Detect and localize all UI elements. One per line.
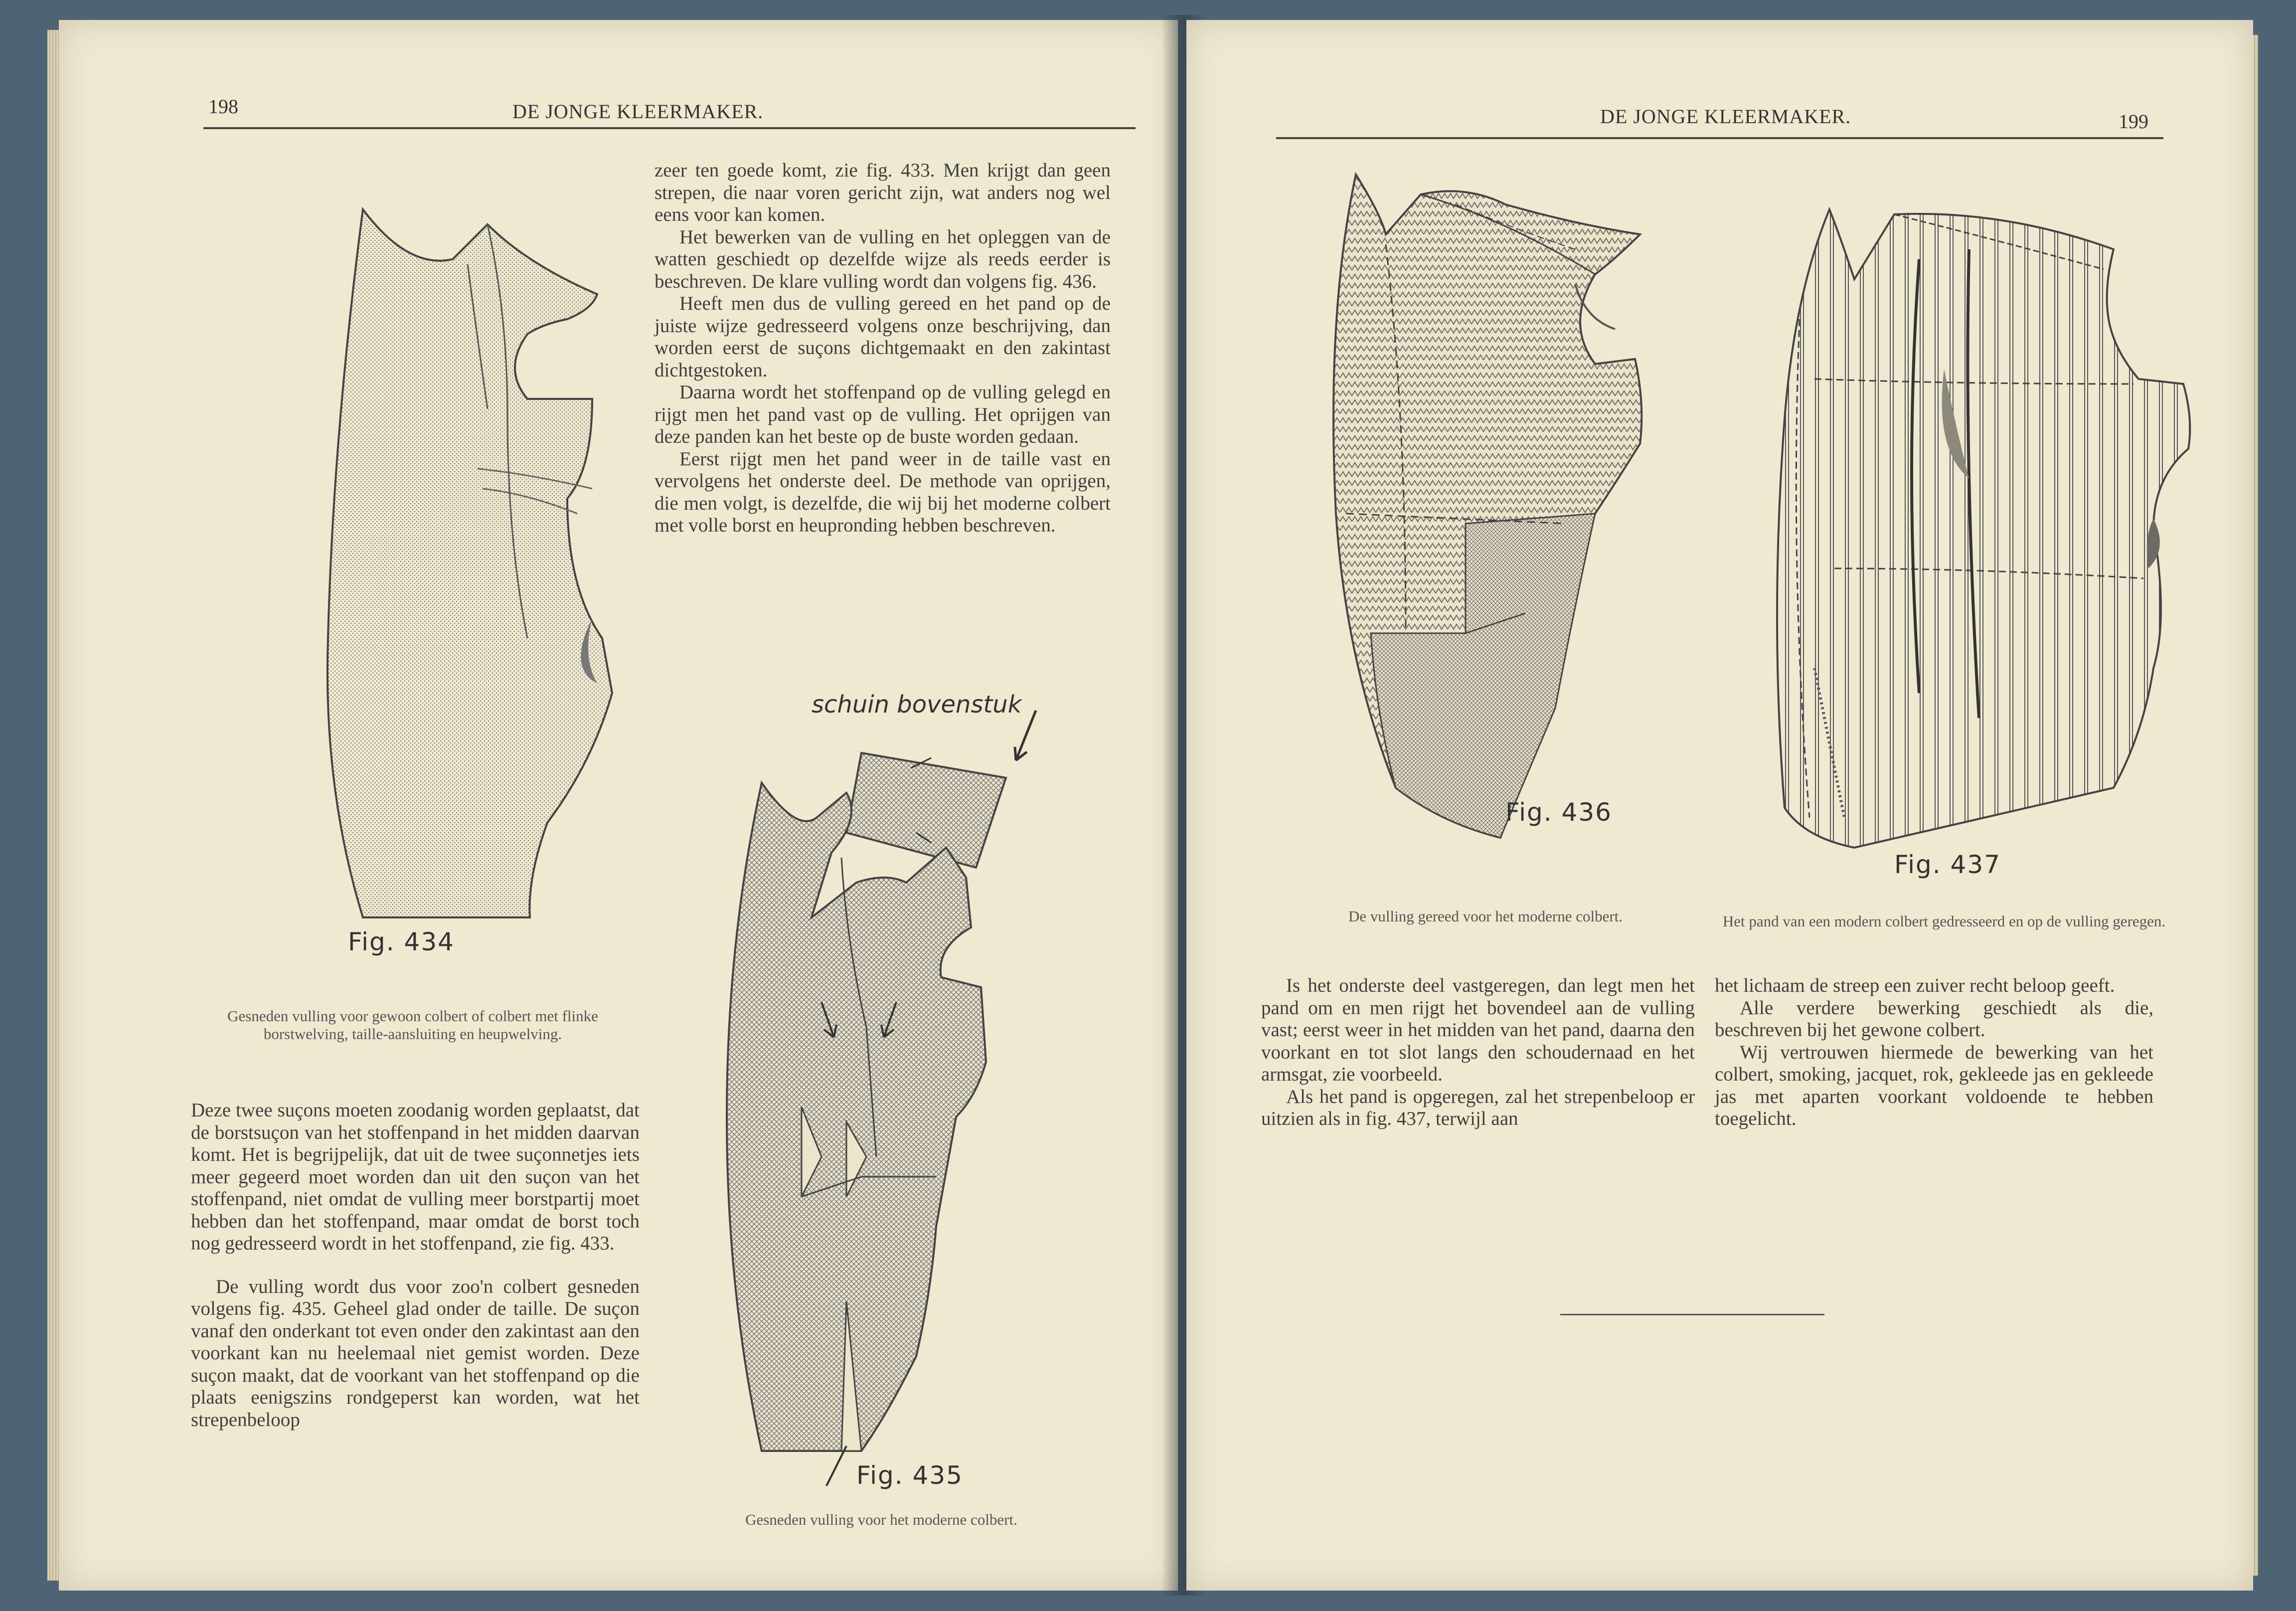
fig-437-label: Fig. 437 xyxy=(1894,850,2001,879)
fig-435-pattern xyxy=(697,718,1116,1486)
fig-434-pattern xyxy=(248,189,657,962)
right-col2-para-3: Wij vertrouwen hiermede de bewerking van het colbert, smoking, jacquet, rok, gekleede jas en gekleede jas met aparten voorkant voldoende te hebben toegelicht. xyxy=(1715,1041,2153,1129)
fig-436-pattern xyxy=(1316,165,1695,883)
left-col2-para-1: zeer ten goede komt, zie fig. 433. Men krijgt dan geen strepen, die naar voren gericht zijn, wat anders nog wel eens voor kan komen. xyxy=(655,160,1111,225)
right-col1-para-1: Is het onderste deel vastgeregen, dan legt men het pand om en men rijgt het bovendeel aan de vulling vast; eerst weer in het midden van het pand, daarna den voorkant en tot slot langs den schoudernaad en het armsgat, zie voorbeeld. xyxy=(1261,975,1695,1085)
fig-436-caption: De vulling gereed voor het moderne colbert. xyxy=(1348,907,1623,925)
right-page xyxy=(1186,20,2253,1591)
fig-437-caption: Het pand van een modern colbert gedresseerd en op de vulling geregen. xyxy=(1722,912,2166,930)
left-col1-para-2: De vulling wordt dus voor zoo'n colbert gesneden volgens fig. 435. Geheel glad onder de taille. De suçon vanaf den onderkant tot even onder den zakintast aan den voorkant kan nu heelemaal niet gemist worden. Deze suçon maakt, dat de voorkant van het stoffenpand op die plaats eenigszins rondgeperst kan worden, wat het strepenbeloop xyxy=(191,1275,640,1431)
right-column-1-text xyxy=(1261,975,1695,1130)
right-col1-para-2: Als het pand is opgeregen, zal het strepenbeloop er uitzien als in fig. 437, terwijl aan xyxy=(1261,1085,1695,1129)
right-col2-para-1: het lichaam de streep een zuiver recht beloop geeft. xyxy=(1715,975,2115,996)
left-column-2-text xyxy=(655,160,1111,537)
left-col2-para-5: Eerst rijgt men het pand weer in de taille vast en vervolgens het onderste deel. De methode van oprijgen, die men volgt, is dezelfde, die wij bij het moderne colbert met volle borst en heupronding hebben beschreven. xyxy=(655,448,1111,536)
left-col2-para-3: Heeft men dus de vulling gereed en het pand op de juiste wijze gedresseerd volgens onze beschrijving, dan worden eerst de suçons dichtgemaakt en den zakintast dichtgestoken. xyxy=(655,293,1111,381)
fig-434-caption: Gesneden vulling voor gewoon colbert of colbert met flinke borstwelving, taille-aansluiting en heupwelving. xyxy=(227,1007,598,1043)
fig-435-caption: Gesneden vulling voor het moderne colbert. xyxy=(745,1511,1017,1528)
running-head-left: DE JONGE KLEERMAKER. xyxy=(512,100,764,123)
right-col2-para-2: Alle verdere bewerking geschiedt als die, beschreven bij het gewone colbert. xyxy=(1715,997,2153,1041)
left-col2-para-2: Het bewerken van de vulling en het opleggen van de watten geschiedt op dezelfde wijze als reeds eerder is beschreven. De klare vulling wordt dan volgens fig. 436. xyxy=(655,226,1111,292)
header-rule-right xyxy=(1276,137,2163,139)
left-page xyxy=(59,20,1178,1591)
fig-435-label: Fig. 435 xyxy=(856,1461,963,1490)
fig-435-arrow xyxy=(1001,708,1051,768)
fig-437-pattern xyxy=(1755,170,2223,853)
page-number-right: 199 xyxy=(2119,110,2148,133)
left-column-1-text xyxy=(191,1099,640,1431)
right-column-2-text xyxy=(1715,975,2153,1130)
fig-435-annotation: schuin bovenstuk xyxy=(812,691,1022,718)
left-col2-para-4: Daarna wordt het stoffenpand op de vulling gelegd en rijgt men het pand vast op de vulling. Het oprijgen van deze panden kan het beste op de buste worden gedaan. xyxy=(655,381,1111,447)
left-col1-para-1: Deze twee suçons moeten zoodanig worden geplaatst, dat de borstsuçon van het stoffenpand in het midden daarvan komt. Het is begrijpelijk, dat uit de twee suçonnetjes iets meer gegeerd moet worden dan uit den suçon van het stoffenpand, niet omdat de vulling meer borstpartij moet hebben dan het stoffenpand, maar omdat de borst toch nog gedresseerd wordt in het stoffenpand, zie fig. 433. xyxy=(191,1099,640,1254)
fig-436-label: Fig. 436 xyxy=(1505,798,1612,827)
page-number-left: 198 xyxy=(208,95,238,118)
fig-434-label: Fig. 434 xyxy=(348,927,455,956)
header-rule-left xyxy=(203,127,1136,129)
end-rule xyxy=(1560,1314,1824,1315)
running-head-right: DE JONGE KLEERMAKER. xyxy=(1600,105,1851,128)
